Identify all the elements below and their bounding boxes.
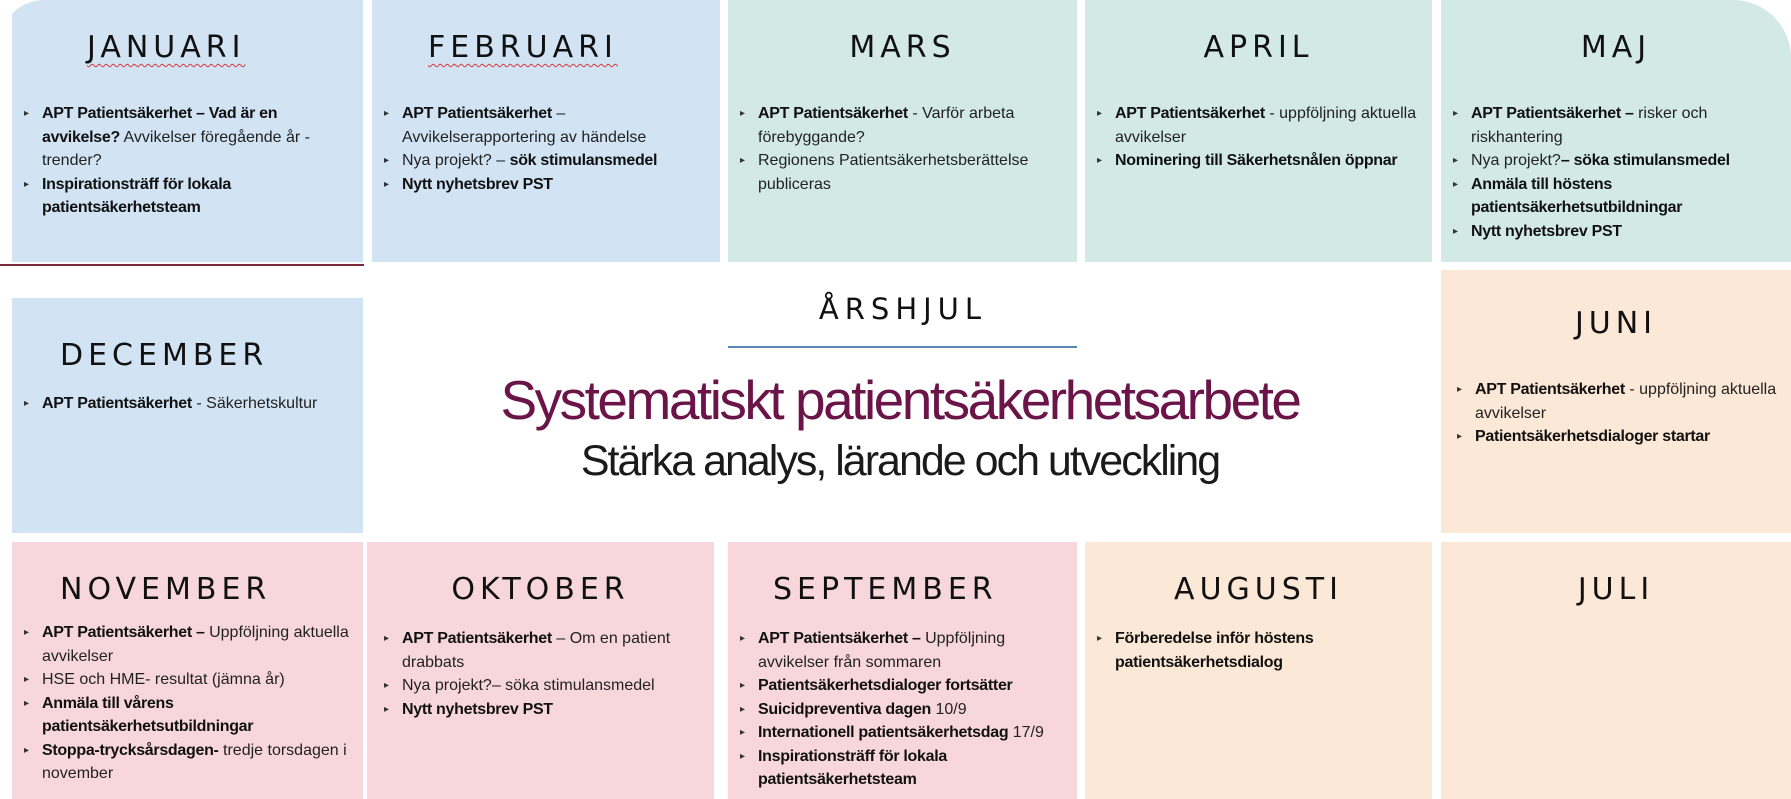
divider-line (0, 264, 364, 266)
month-augusti (1085, 542, 1432, 799)
item-bold-text: APT Patientsäkerhet (758, 105, 908, 122)
month-item (372, 698, 712, 722)
month-item (1441, 173, 1786, 220)
item-bold-text: APT Patientsäkerhet – (758, 630, 921, 647)
month-title: NOVEMBER (60, 572, 272, 607)
month-item (728, 674, 1073, 698)
item-text: – Avvikelserapportering av händelse (402, 105, 647, 146)
item-bold-text: APT Patientsäkerhet – Vad är en avvikelse? (42, 105, 278, 146)
month-item (12, 692, 357, 739)
month-items (728, 627, 1073, 792)
item-text: Nya projekt?– söka stimulansmedel (402, 677, 655, 694)
month-februari (372, 0, 720, 262)
item-bold-text: Internationell patientsäkerhetsdag (758, 724, 1009, 741)
month-item (1085, 627, 1430, 674)
month-title: DECEMBER (60, 338, 269, 373)
item-bold-text: Nominering till Säkerhetsnålen öppnar (1115, 152, 1398, 169)
month-item (728, 745, 1073, 792)
item-text: Nya projekt? – (402, 152, 510, 169)
item-text: Uppföljning avvikelser från sommaren (758, 630, 1006, 671)
month-title: JUNI (1574, 306, 1658, 341)
item-bold-text: APT Patientsäkerhet (42, 395, 192, 412)
month-september (728, 542, 1077, 799)
month-item (372, 102, 717, 149)
month-item (372, 627, 712, 674)
center-subheading: Stärka analys, lärande och utveckling (580, 437, 1220, 485)
month-juni (1441, 270, 1791, 533)
item-text: Uppföljning aktuella avvikelser (42, 624, 349, 665)
month-title: FEBRUARI (428, 30, 618, 65)
item-bold-text: APT Patientsäkerhet (402, 630, 552, 647)
month-items (372, 102, 717, 196)
month-item (1445, 425, 1785, 449)
month-mars (728, 0, 1077, 262)
month-item (12, 173, 352, 220)
month-item (12, 102, 352, 173)
month-items (1085, 627, 1430, 674)
center-heading: Systematiskt patientsäkerhetsarbete (500, 369, 1300, 431)
month-items (12, 102, 352, 220)
month-item (12, 668, 357, 692)
item-text: risker och riskhantering (1471, 105, 1708, 146)
month-item (1441, 102, 1786, 149)
month-maj (1441, 0, 1791, 262)
month-title: JANUARI (87, 30, 246, 65)
month-item (728, 149, 1073, 196)
month-november (12, 542, 363, 799)
item-text: 10/9 (931, 700, 967, 718)
item-bold-text: APT Patientsäkerhet (1115, 105, 1265, 122)
month-item (728, 721, 1073, 745)
item-text: 17/9 (1008, 724, 1044, 741)
month-item (1085, 102, 1430, 149)
month-title: MARS (849, 30, 956, 65)
item-text: tredje torsdagen i november (42, 741, 347, 782)
month-title: APRIL (1203, 30, 1314, 65)
month-title: MAJ (1580, 30, 1652, 65)
item-bold-text: Suicidpreventiva dagen (758, 700, 932, 718)
month-title: JULI (1577, 572, 1655, 607)
month-item (12, 739, 357, 786)
month-item (1441, 149, 1786, 173)
item-bold-text: Inspirationsträff för lokala patientsäkerhetsteam (42, 175, 231, 216)
month-items (372, 627, 712, 721)
item-text: Regionens Patientsäkerhetsberättelse publiceras (758, 152, 1029, 193)
item-bold-text: sök stimulansmedel (509, 152, 658, 169)
month-items (12, 392, 357, 416)
item-bold-text: Inspirationsträff för lokala patientsäkerhetsteam (758, 747, 947, 788)
month-item (728, 698, 1073, 722)
month-oktober (367, 542, 714, 799)
month-items (728, 102, 1073, 196)
month-item (12, 621, 357, 668)
month-januari (12, 0, 363, 262)
item-bold-text: APT Patientsäkerhet (1475, 381, 1625, 398)
month-juli (1441, 542, 1791, 799)
item-bold-text: Anmäla till höstens patientsäkerhetsutbildningar (1471, 175, 1683, 216)
month-title: SEPTEMBER (773, 572, 998, 607)
month-items (12, 621, 357, 786)
item-text: – Om en patient drabbats (402, 630, 671, 671)
item-bold-text: Nytt nyhetsbrev PST (1471, 222, 1622, 240)
month-title: OKTOBER (451, 572, 630, 607)
item-bold-text: APT Patientsäkerhet – (1471, 105, 1634, 122)
month-item (372, 149, 717, 173)
month-december (12, 298, 363, 533)
month-items (1445, 378, 1785, 449)
item-bold-text: Nytt nyhetsbrev PST (402, 700, 553, 718)
month-item (372, 173, 717, 197)
item-bold-text: Patientsäkerhetsdialoger fortsätter (758, 677, 1013, 694)
item-bold-text: Anmäla till vårens patientsäkerhetsutbildningar (42, 694, 254, 735)
month-item (1085, 149, 1430, 173)
month-item (372, 674, 712, 698)
month-item (728, 627, 1073, 674)
item-text: Nya projekt? (1471, 152, 1561, 169)
item-bold-text: APT Patientsäkerhet (402, 105, 552, 122)
item-text: - uppföljning aktuella avvikelser (1475, 381, 1777, 422)
item-bold-text: Patientsäkerhetsdialoger startar (1475, 428, 1710, 445)
month-title: AUGUSTI (1174, 572, 1343, 607)
item-text: HSE och HME- resultat (jämna år) (42, 671, 285, 688)
center-underline (728, 346, 1077, 348)
month-items (1441, 102, 1786, 243)
item-bold-text: – söka stimulansmedel (1560, 152, 1730, 169)
month-items (1085, 102, 1430, 173)
month-item (1445, 378, 1785, 425)
item-text: - Varför arbeta förebyggande? (758, 105, 1015, 146)
month-item (12, 392, 357, 416)
month-item (728, 102, 1073, 149)
item-bold-text: Stoppa-trycksårsdagen- (42, 741, 219, 759)
item-text: - Säkerhetskultur (191, 395, 318, 412)
item-bold-text: Nytt nyhetsbrev PST (402, 175, 553, 193)
month-april (1085, 0, 1432, 262)
center-title: ÅRSHJUL (818, 292, 988, 326)
month-item (1441, 220, 1786, 244)
item-text: - uppföljning aktuella avvikelser (1115, 105, 1417, 146)
item-bold-text: APT Patientsäkerhet – (42, 624, 205, 641)
item-bold-text: Förberedelse inför höstens patientsäkerhetsdialog (1115, 630, 1314, 671)
item-text: Avvikelser föregående år - trender? (42, 128, 310, 169)
